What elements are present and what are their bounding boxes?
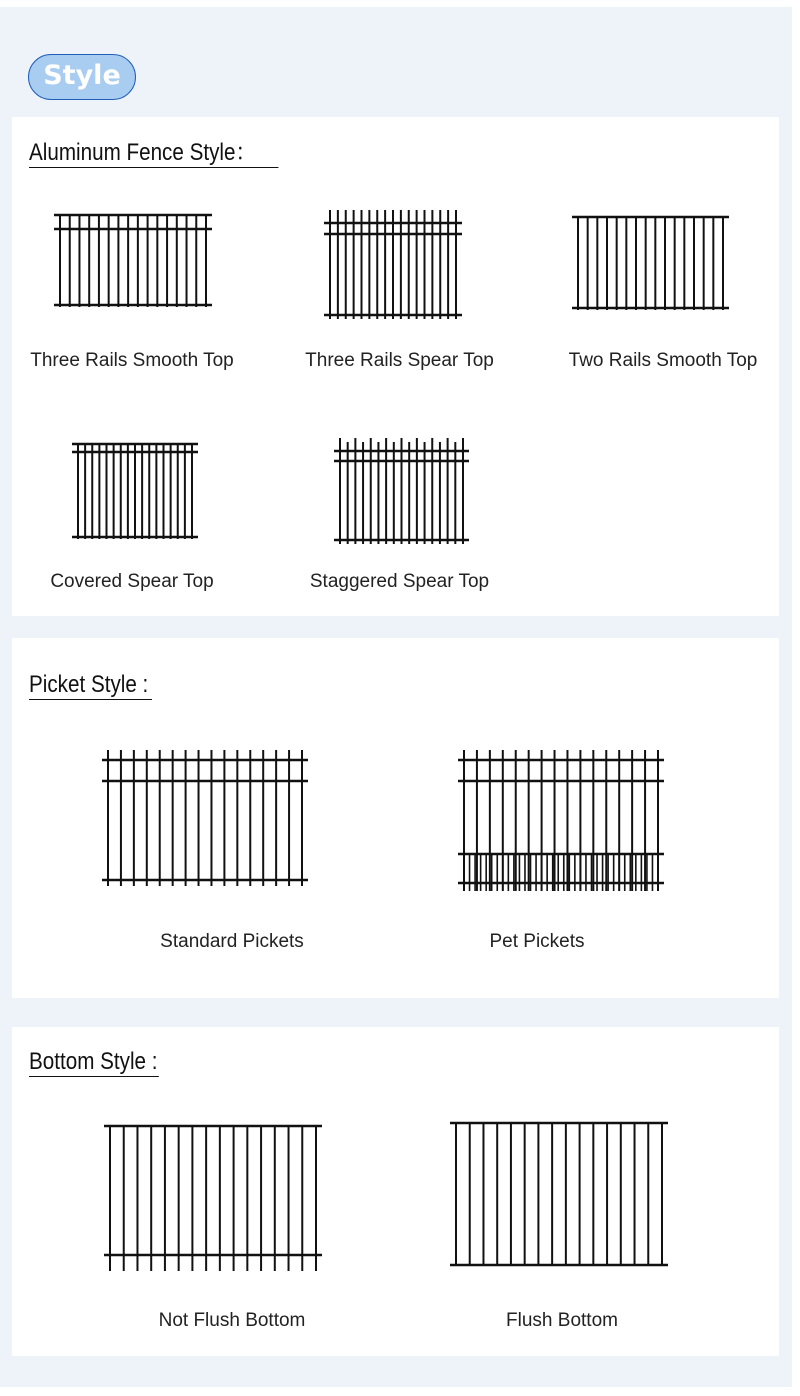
page-background — [0, 7, 792, 1387]
picket-style-section — [12, 638, 779, 998]
standard-pickets-illustration — [102, 752, 308, 896]
section-heading: Bottom Style : — [29, 1048, 158, 1075]
item-caption: Not Flush Bottom — [158, 1310, 306, 1331]
item-caption: Flush Bottom — [506, 1310, 618, 1331]
item-caption: Covered Spear Top — [50, 571, 214, 592]
section-heading: Aluminum Fence Style： — [29, 139, 278, 168]
pet-pickets-illustration — [458, 752, 664, 898]
item-caption: Staggered Spear Top — [309, 571, 490, 592]
three-rails-spear-top-illustration — [324, 212, 462, 328]
item-caption: Three Rails Spear Top — [305, 350, 494, 371]
two-rails-smooth-top-illustration — [572, 217, 729, 321]
staggered-spear-top-illustration — [334, 442, 469, 546]
not-flush-bottom-illustration — [104, 1126, 322, 1272]
style-badge: Style — [28, 54, 136, 100]
covered-spear-top-illustration — [72, 444, 198, 546]
item-caption: Three Rails Smooth Top — [30, 350, 234, 371]
bottom-style-section — [12, 1027, 779, 1356]
flush-bottom-illustration — [450, 1123, 668, 1267]
item-caption: Two Rails Smooth Top — [568, 350, 758, 371]
item-caption: Standard Pickets — [160, 931, 304, 952]
aluminum-fence-style-section — [12, 117, 779, 616]
three-rails-smooth-top-illustration — [54, 215, 212, 321]
section-heading: Picket Style : — [29, 671, 152, 700]
item-caption: Pet Pickets — [489, 931, 585, 952]
